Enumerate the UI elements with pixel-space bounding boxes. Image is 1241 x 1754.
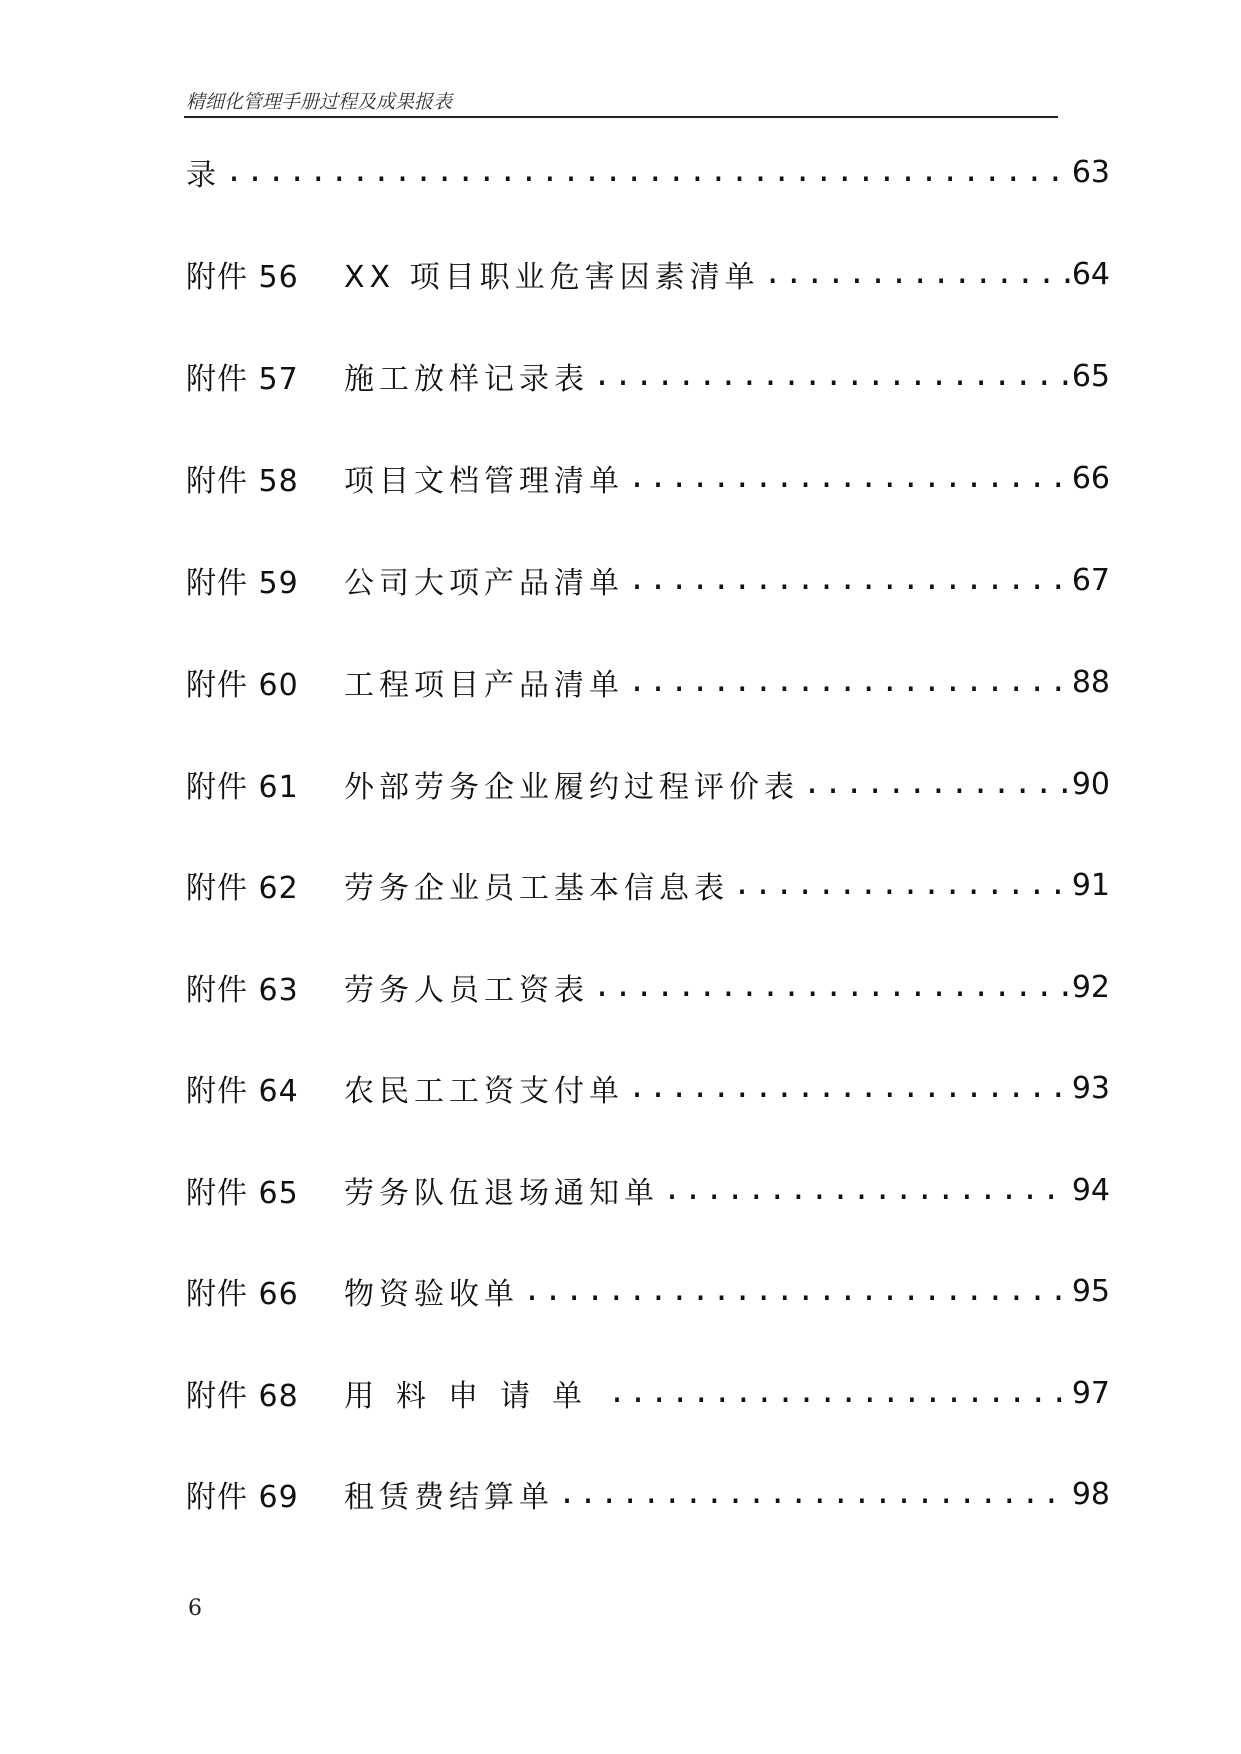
toc-entry-prefix: 附件 56 [186,260,299,295]
toc-dot-leader [799,762,1070,806]
toc-dot-leader [624,456,1070,500]
toc-entry-page: 93 [1071,1070,1110,1106]
toc-dot-leader [589,965,1070,1009]
toc-entry-63[interactable] [186,965,1110,1009]
toc-dot-leader [519,1269,1070,1313]
toc-entry-page: 63 [1071,154,1110,190]
toc-entry-prefix: 附件 65 [186,1176,299,1211]
toc-entry-prefix: 附件 64 [186,1074,299,1109]
toc-entry-64[interactable] [186,1066,1110,1110]
toc-entry-59[interactable] [186,558,1110,602]
toc-entry-continued[interactable] [186,150,1110,194]
toc-entry-69[interactable] [186,1472,1110,1516]
toc-entry-page: 95 [1071,1273,1110,1309]
toc-dot-leader [624,1066,1070,1110]
toc-entry-title: 租赁费结算单 [344,1480,554,1515]
toc-entry-prefix: 附件 61 [186,770,299,805]
toc-entry-60[interactable] [186,660,1110,704]
toc-entry-prefix: 附件 57 [186,362,299,397]
toc-entry-title: 劳务企业员工基本信息表 [344,871,729,906]
toc-entry-prefix: 附件 69 [186,1480,299,1515]
toc-dot-leader [604,1371,1070,1415]
toc-entry-title: 物资验收单 [344,1277,519,1312]
toc-entry-title: 外部劳务企业履约过程评价表 [344,770,799,805]
toc-entry-title: 录 [186,158,221,193]
toc-entry-prefix: 附件 66 [186,1277,299,1312]
toc-entry-58[interactable] [186,456,1110,500]
toc-entry-page: 65 [1071,358,1110,394]
toc-entry-prefix: 附件 60 [186,668,299,703]
toc-dot-leader [659,1168,1070,1212]
toc-entry-65[interactable] [186,1168,1110,1212]
toc-entry-page: 94 [1071,1172,1110,1208]
toc-entry-61[interactable] [186,762,1110,806]
toc-dot-leader [624,660,1070,704]
toc-dot-leader [589,354,1070,398]
toc-entry-title: 公司大项产品清单 [344,566,624,601]
toc-entry-prefix: 附件 62 [186,871,299,906]
toc-entry-68[interactable] [186,1371,1110,1415]
toc-dot-leader [554,1472,1070,1516]
toc-entry-title: 用料申请单 [344,1379,604,1414]
toc-entry-prefix: 附件 59 [186,566,299,601]
toc-entry-page: 91 [1071,867,1110,903]
toc-entry-page: 64 [1071,256,1110,292]
header-title: 精细化管理手册过程及成果报表 [186,91,453,113]
toc-entry-title: 工程项目产品清单 [344,668,624,703]
toc-entry-62[interactable] [186,863,1110,907]
toc-entry-prefix: 附件 58 [186,464,299,499]
toc-entry-57[interactable] [186,354,1110,398]
toc-entry-title: 农民工工资支付单 [344,1074,624,1109]
toc-entry-page: 98 [1071,1476,1110,1512]
toc-entry-56[interactable] [186,252,1110,296]
toc-entry-page: 67 [1071,562,1110,598]
toc-entry-prefix: 附件 68 [186,1379,299,1414]
toc-entry-66[interactable] [186,1269,1110,1313]
toc-entry-prefix: 附件 63 [186,973,299,1008]
toc-entry-page: 88 [1071,664,1110,700]
toc-dot-leader [760,252,1070,296]
toc-entry-title: 施工放样记录表 [344,362,589,397]
toc-entry-page: 97 [1071,1375,1110,1411]
page-number: 6 [188,1596,202,1621]
toc-entry-page: 66 [1071,460,1110,496]
toc-dot-leader [624,558,1070,602]
toc-dot-leader [221,150,1070,194]
toc-entry-title: XX 项目职业危害因素清单 [344,260,760,295]
toc-entry-page: 92 [1071,969,1110,1005]
toc-entry-page: 90 [1071,766,1110,802]
toc-entry-title: 劳务队伍退场通知单 [344,1176,659,1211]
toc-entry-title: 项目文档管理清单 [344,464,624,499]
toc-entry-title: 劳务人员工资表 [344,973,589,1008]
toc-dot-leader [729,863,1070,907]
